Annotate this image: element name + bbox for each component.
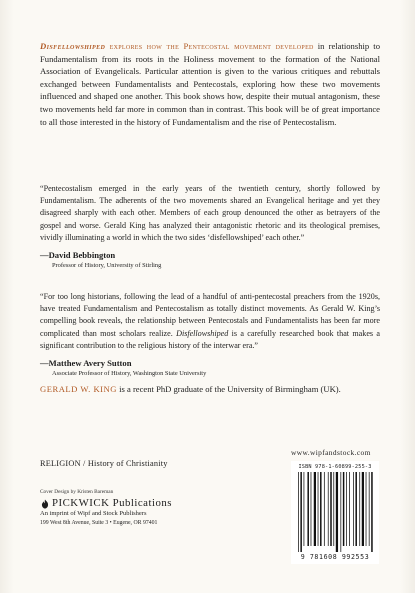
subject-category: RELIGION / History of Christianity <box>40 459 168 468</box>
barcode-bar <box>311 472 312 546</box>
quote-text: “For too long historians, following the lead of a handful of anti-pentecostal preachers from the 1920s, have treated Fundamentalism and Pentecostalism as totally distinct movements. As Gerald W. King’s compelling book reveals, the relationship between Pentecostals and Fundamentalists has been far more complicated than most scholars realize. Disfellowshiped is a carefully researched book that makes a significant contribution to the religious history of the interwar era.” <box>40 292 380 350</box>
barcode-bar <box>318 472 319 546</box>
publisher-name: PICKWICK Publications <box>52 497 172 509</box>
barcode-bar <box>324 472 325 546</box>
barcode-bar <box>355 472 357 546</box>
author-name: GERALD W. KING <box>40 384 117 394</box>
barcode-bar <box>371 472 373 552</box>
endorsement-quote <box>40 291 380 378</box>
isbn-label: ISBN 978-1-60899-255-3 <box>298 464 372 470</box>
barcode-bar <box>343 472 345 546</box>
endorsement-quote <box>40 183 380 270</box>
barcode-bar <box>333 472 334 546</box>
barcode-panel <box>291 461 379 564</box>
barcode-bar <box>340 472 341 552</box>
barcode-bar <box>369 472 370 546</box>
quote-author-role: Professor of History, University of Stirling <box>52 262 162 270</box>
cover-designer-credit: Cover Design by Kristen Bareman <box>40 489 114 495</box>
barcode-bar <box>349 472 350 546</box>
description-body: in relationship to Fundamentalism from its roots in the Holiness movement to the formation of the National Association of Evangelicals. Particular attention is given to the various critiques and rebuttals exchanged between Fundamentalists and Pentecostals, exploring how these two movements influenced and shaped one another. This book shows how, despite their mutual antagonism, these two movements held far more in common than in contrast. This book will be of great importance to all those interested in the history of Fundamentalism and the rise of Pentecostalism. <box>40 41 380 127</box>
barcode-bar <box>320 472 322 546</box>
flame-icon <box>40 499 50 509</box>
barcode-bar <box>328 472 329 546</box>
publisher-website: www.wipfandstock.com <box>291 448 371 457</box>
barcode-bar <box>362 472 364 546</box>
publisher-logo <box>40 497 230 510</box>
book-title-italic: Disfellowshiped <box>176 328 229 338</box>
barcode-bar <box>307 472 309 546</box>
quote-author: —Matthew Avery Sutton <box>40 358 132 369</box>
ean-digits: 9 781608 992553 <box>300 553 370 561</box>
barcode-bar <box>336 472 338 552</box>
description-lead: explores how the Pentecostal movement developed <box>105 41 314 51</box>
quote-author-role: Associate Professor of History, Washington State University <box>52 370 207 378</box>
quote-text: “Pentecostalism emerged in the early years of the twentieth century, shortly followed by Fundamentalism. The adherents of the two movements shared an Evangelical heritage and yet they disagreed sharply with each other. Members of each group denounced the other as betrayers of the gospel and worse. Gerald King has analyzed their antagonistic rhetoric and its theological premises, vividly illuminating a world in which the two sides ‘disfellowshiped’ each other.” <box>40 184 380 242</box>
barcode-bar <box>330 472 332 546</box>
barcode-bar <box>366 472 367 546</box>
barcode-bar <box>300 472 302 552</box>
barcode-bar <box>346 472 347 546</box>
barcode-bar <box>298 472 299 552</box>
author-bio <box>40 383 380 395</box>
book-description <box>40 40 380 128</box>
publisher-address: 199 West 8th Avenue, Suite 3 • Eugene, OR 97401 <box>40 519 158 526</box>
barcode-bar <box>353 472 354 546</box>
quote-author: —David Bebbington <box>40 250 116 261</box>
book-title-lead: Disfellowshiped <box>40 41 106 51</box>
barcode-bar <box>359 472 360 546</box>
author-bio-text: is a recent PhD graduate of the University of Birmingham (UK). <box>116 384 341 394</box>
barcode-bar <box>314 472 316 546</box>
publisher-imprint: An imprint of Wipf and Stock Publishers <box>40 510 147 517</box>
publisher-block <box>40 497 230 527</box>
barcode-bar <box>304 472 305 546</box>
barcode <box>294 472 376 552</box>
